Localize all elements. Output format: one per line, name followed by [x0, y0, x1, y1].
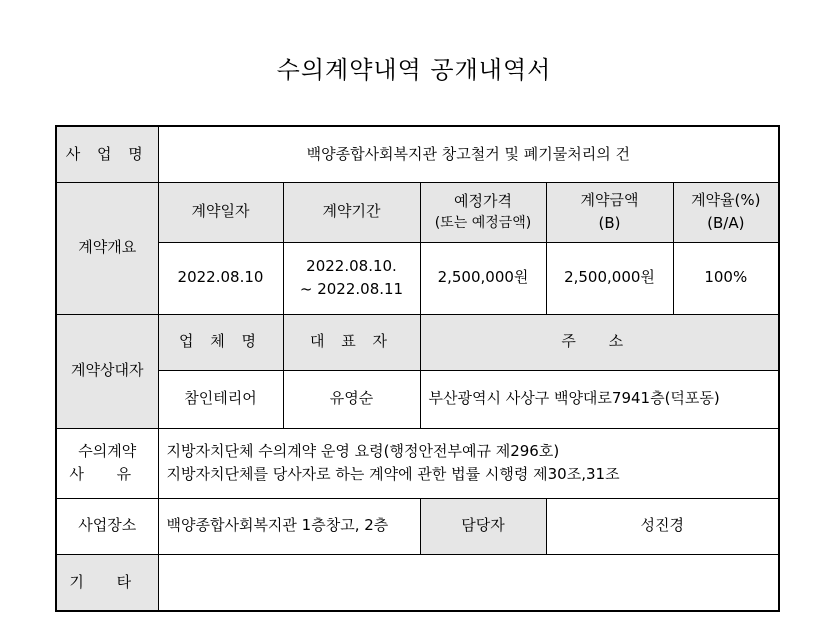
estimated-price-value: 2,500,000원	[420, 242, 546, 314]
header-estimated-price	[420, 182, 546, 242]
counterparty-label: 계약상대자	[56, 314, 158, 428]
representative-value: 유영순	[283, 370, 420, 428]
location-value: 백양종합사회복지관 1층창고, 2층	[158, 498, 420, 554]
contract-amount-value: 2,500,000원	[546, 242, 673, 314]
header-contract-date: 계약일자	[158, 182, 283, 242]
contract-period-value	[283, 242, 420, 314]
company-name-value: 참인테리어	[158, 370, 283, 428]
header-representative: 대 표 자	[283, 314, 420, 370]
reason-value	[158, 428, 779, 498]
page-title: 수의계약내역 공개내역서	[276, 56, 552, 84]
contract-period-line1: 2022.08.10.	[306, 256, 397, 275]
reason-line2: 지방자치단체를 당사자로 하는 계약에 관한 법률 시행령 제30조,31조	[166, 465, 620, 483]
reason-label-line1: 수의계약	[78, 441, 137, 460]
etc-value	[158, 554, 779, 611]
project-name-label: 사 업 명	[56, 126, 158, 182]
manager-label: 담당자	[420, 498, 546, 554]
header-address: 주 소	[420, 314, 779, 370]
header-contract-amount	[546, 182, 673, 242]
header-contract-rate-line1: 계약율(%)	[691, 190, 761, 209]
contract-summary-label: 계약개요	[56, 182, 158, 314]
location-label: 사업장소	[56, 498, 158, 554]
header-contract-amount-line1: 계약금액	[580, 190, 639, 209]
manager-value: 성진경	[546, 498, 779, 554]
header-contract-rate	[673, 182, 779, 242]
etc-label: 기 타	[56, 554, 158, 611]
header-company-name: 업 체 명	[158, 314, 283, 370]
contract-period-line2: ~ 2022.08.11	[299, 280, 404, 298]
header-estimated-price-line1: 예정가격	[454, 191, 512, 210]
project-name-value: 백양종합사회복지관 창고철거 및 폐기물처리의 건	[158, 126, 779, 182]
reason-label	[56, 428, 158, 498]
contract-rate-value: 100%	[673, 242, 779, 314]
contract-date-value: 2022.08.10	[158, 242, 283, 314]
header-estimated-price-line2: (또는 예정금액)	[434, 214, 532, 231]
reason-label-line2: 사 유	[69, 465, 146, 483]
header-contract-period: 계약기간	[283, 182, 420, 242]
header-contract-rate-line2: (B/A)	[707, 214, 745, 232]
contract-disclosure-table	[55, 125, 780, 612]
reason-line1: 지방자치단체 수의계약 운영 요령(행정안전부예규 제296호)	[166, 441, 560, 460]
header-contract-amount-line2: (B)	[598, 214, 621, 232]
address-value: 부산광역시 사상구 백양대로7941층(덕포동)	[420, 370, 779, 428]
